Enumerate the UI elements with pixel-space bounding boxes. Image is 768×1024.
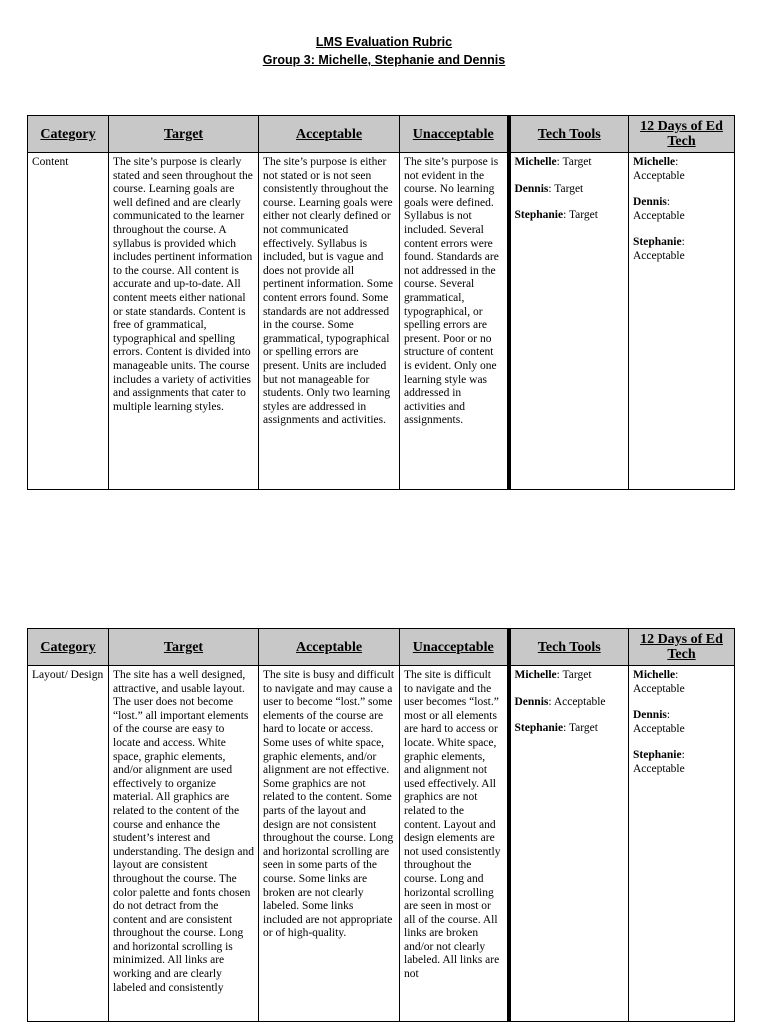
category-cell: Content bbox=[28, 153, 109, 490]
rating-entry: Michelle: Target bbox=[514, 156, 592, 168]
rating-value: Target bbox=[554, 182, 584, 195]
header-row bbox=[28, 629, 735, 666]
column-header-target: Target bbox=[109, 629, 259, 666]
days-cell: Michelle: Acceptable Dennis: Acceptable Stephanie: Acceptable bbox=[629, 666, 735, 1022]
rating-value: Acceptable bbox=[633, 249, 685, 262]
target-cell: The site’s purpose is clearly stated and seen throughout the course. Learning goals are well defined and are clearly communicated to the learner throughout the course. A syllabus is provided which includes pertinent information to the course. All content is accurate and up-to-date. All content meets either national or state standards. Content is free of grammatical, typographical and spelling errors. Content is divided into manageable units. The course includes a variety of activities and assignments that cater to multiple learning styles. bbox=[109, 153, 259, 490]
column-header-category: Category bbox=[28, 629, 109, 666]
rating-value: Acceptable bbox=[633, 169, 685, 182]
person-name: Stephanie bbox=[633, 236, 682, 249]
rating-value: Target bbox=[562, 156, 592, 168]
rubric-table-content bbox=[27, 115, 735, 490]
rating-entry: Stephanie: Target bbox=[514, 209, 598, 222]
column-header-target: Target bbox=[109, 116, 259, 153]
tech-tools-cell bbox=[509, 153, 629, 490]
person-name: Michelle bbox=[514, 156, 557, 168]
person-name: Stephanie bbox=[514, 722, 564, 735]
days-cell: Michelle: Acceptable Dennis: Acceptable Stephanie: Acceptable bbox=[629, 153, 735, 490]
rating-value: Acceptable bbox=[633, 762, 685, 775]
target-cell: The site has a well designed, attractive, and usable layout. The user does not become “lost.” all important elements of the course are easy to locate and access. White space, graphic elements, and/or alignment are used effectively to organize material. All graphics are related to the content of the course and enhance the student’s interest and understanding. The design and layout are consistent throughout the course. The color palette and fonts chosen do not detract from the content and are consistent throughout the course. Long and horizontal scrolling is minimized. All links are working and are clearly labeled and consistently bbox=[109, 666, 259, 1022]
page-subtitle: Group 3: Michelle, Stephanie and Dennis bbox=[262, 53, 506, 67]
unacceptable-cell: The site’s purpose is not evident in the course. No learning goals were defined. Syllabus is not included. Several content errors were found. Standards are not addressed in the course. Several grammatical, typographical, or spelling errors are present. Poor or no structure of content is evident. Only one learning style was addressed in activities and assignments. bbox=[400, 153, 509, 490]
acceptable-cell: The site’s purpose is either not stated or is not seen consistently throughout the course. Learning goals were either not clearly defined or not communicated effectively. Syllabus is included, but is vague and does not provide all pertinent information. Some content errors found. Some standards are not addressed in the course. Some grammatical, typographical or spelling errors are present. Units are included but not manageable for students. Only two learning styles are addressed in assignments and activities. bbox=[259, 153, 400, 490]
rating-entry: Stephanie: Target bbox=[514, 722, 598, 735]
person-name: Dennis bbox=[514, 695, 549, 708]
rating-value: Acceptable bbox=[633, 682, 685, 695]
rating-value: Acceptable bbox=[633, 209, 685, 222]
table-row bbox=[28, 666, 735, 1022]
person-name: Michelle bbox=[633, 669, 676, 681]
person-name: Stephanie bbox=[633, 749, 682, 762]
unacceptable-cell: The site is difficult to navigate and the user becomes “lost.” most or all elements are hard to access or locate. White space, graphic elements, and alignment not used effectively. All graphics are not related to the content. Layout and design elements are not used consistently throughout the course. Long and horizontal scrolling are seen in most or all of the course. All links are broken and/or not clearly labeled. All links are not bbox=[400, 666, 509, 1022]
rating-value: Target bbox=[562, 669, 592, 681]
column-header-unacceptable: Unacceptable bbox=[400, 629, 509, 666]
column-header-acceptable: Acceptable bbox=[259, 629, 400, 666]
rating-entry: Michelle: Target bbox=[514, 669, 592, 681]
column-header-tech-tools: Tech Tools bbox=[509, 629, 629, 666]
person-name: Michelle bbox=[633, 156, 676, 168]
rating-value: Acceptable bbox=[553, 695, 606, 708]
column-header-category: Category bbox=[28, 116, 109, 153]
column-header-12-days: 12 Days of Ed Tech bbox=[629, 629, 735, 666]
header-row bbox=[28, 116, 735, 153]
person-name: Michelle bbox=[514, 669, 557, 681]
rating-value: Acceptable bbox=[633, 722, 685, 735]
rating-entry: Dennis: Target bbox=[514, 182, 584, 195]
person-name: Dennis bbox=[514, 182, 549, 195]
table-row bbox=[28, 153, 735, 490]
page-title: LMS Evaluation Rubric bbox=[315, 35, 453, 49]
column-header-acceptable: Acceptable bbox=[259, 116, 400, 153]
rating-value: Target bbox=[568, 209, 598, 222]
rating-value: Target bbox=[568, 722, 598, 735]
tech-tools-cell bbox=[509, 666, 629, 1022]
column-header-tech-tools: Tech Tools bbox=[509, 116, 629, 153]
column-header-unacceptable: Unacceptable bbox=[400, 116, 509, 153]
person-name: Stephanie bbox=[514, 209, 564, 222]
category-cell: Layout/ Design bbox=[28, 666, 109, 1022]
column-header-12-days: 12 Days of Ed Tech bbox=[629, 116, 735, 153]
rating-entry: Dennis: Acceptable bbox=[514, 695, 606, 708]
acceptable-cell: The site is busy and difficult to navigate and may cause a user to become “lost.” some elements of the course are hard to locate or access. Some uses of white space, graphic elements, and/or alignment are not effective. Some graphics are not related to the content. Some parts of the layout and design are not consistent throughout the course. Long and horizontal scrolling are seen in some parts of the course. Some links are broken are not clearly labeled. Some links included are not appropriate or of high-quality. bbox=[259, 666, 400, 1022]
rubric-table-layout bbox=[27, 628, 735, 1022]
person-name: Dennis bbox=[633, 196, 667, 209]
person-name: Dennis bbox=[633, 709, 667, 722]
